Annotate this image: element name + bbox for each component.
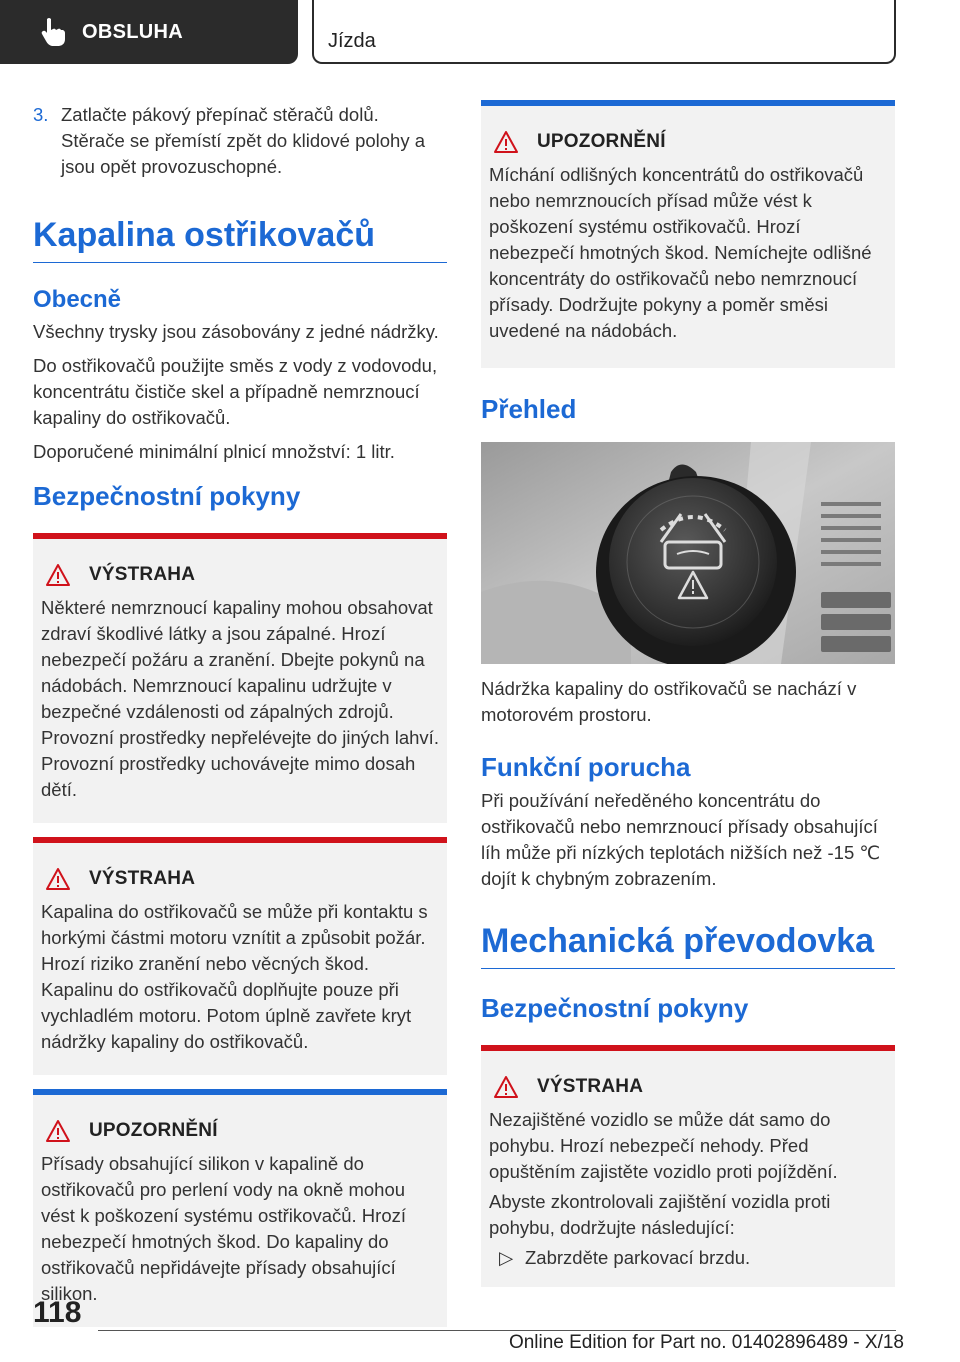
section-tab [0, 0, 298, 64]
general-paragraph-3: Doporučené minimální plnicí množství: 1 litr. [33, 441, 395, 462]
bullet-item [489, 1245, 887, 1271]
notice-text: Míchání odlišných koncentrátů do ostřikovačů nebo nemrznoucích přísad může vést k poškození systému ostřikovačů. Hrozí nebezpečí hmotných škod. Nemíchejte odlišné koncentráty do ostřikovačů nebo nemrznoucí přísady. Dodržujte pokyny a poměr směsi uvedené na nádobách. [489, 164, 872, 341]
bullet-text: Zabrzděte parkovací brzdu. [525, 1247, 751, 1268]
section-label: OBSLUHA [82, 20, 183, 43]
heading-overview: Přehled [481, 394, 577, 424]
step-3 [33, 102, 447, 180]
warning-text-1: Nezajištěné vozidlo se může dát samo do pohybu. Hrozí nebezpečí nehody. Před opuštěním zajistěte vozidlo proti pojíždění. [489, 1109, 838, 1182]
left-column [33, 100, 447, 1327]
hand-pointer-icon [40, 17, 66, 47]
warning-title: VÝSTRAHA [89, 564, 196, 585]
heading-safety: Bezpečnostní pokyny [33, 481, 301, 511]
washer-reservoir-photo [481, 442, 895, 664]
notice-title: UPOZORNĚNÍ [537, 131, 666, 152]
general-paragraph-2: Do ostřikovačů použijte směs z vody z vodovodu, koncentrátu čističe skel a případně nemrznoucí kapaliny do ostřikovačů. [33, 355, 438, 428]
warning-box-2 [33, 837, 447, 1075]
step-text: Zatlačte pákový přepínač stěračů dolů. Stěrače se přemístí zpět do klidové polohy a jsou opět provozuschopné. [61, 104, 426, 177]
warning-triangle-icon [45, 867, 71, 891]
malfunction-text: Při používání neředěného koncentrátu do ostřikovačů nebo nemrznoucí přísady obsahující líh může při nízkých teplotách nižších než -15 ℃ dojít k chybným zobrazením. [481, 790, 881, 889]
notice-text: Přísady obsahující silikon v kapalině do ostřikovačů pro perlení vody na okně mohou vést k poškození systému ostřikovačů. Hrozí nebezpečí hmotných škod. Do kapaliny do ostřikovačů nepřidávejte přísady obsahující silikon. [41, 1153, 406, 1304]
warning-triangle-icon [493, 1075, 519, 1099]
page-number: 118 [33, 1296, 82, 1329]
reservoir-cap-illustration [481, 442, 895, 664]
warning-text: Kapalina do ostřikovačů se může při kontaktu s horkými částmi motoru vznítit a způsobit požár. Hrozí riziko zranění nebo věcných škod. Kapalinu do ostřikovačů doplňujte pouze při vychladlém motoru. Potom úplně zavřete kryt nádržky kapaliny do ostřikovačů. [41, 901, 428, 1052]
chapter-title: Jízda [312, 0, 896, 64]
warning-triangle-icon [45, 563, 71, 587]
warning-title: VÝSTRAHA [537, 1076, 644, 1097]
photo-caption: Nádržka kapaliny do ostřikovačů se nachází v motorovém prostoru. [481, 678, 857, 725]
heading-malfunction: Funkční porucha [481, 752, 691, 782]
right-column [481, 100, 895, 1287]
warning-triangle-icon [493, 130, 519, 154]
heading-general: Obecně [33, 286, 122, 313]
warning-box-1 [33, 533, 447, 823]
general-paragraph-1: Všechny trysky jsou zásobovány z jedné nádržky. [33, 321, 439, 342]
bullet-triangle-icon: ▷ [499, 1247, 514, 1268]
edition-text: Online Edition for Part no. 01402896489 - X/18 [508, 1332, 904, 1353]
warning-text: Některé nemrznoucí kapaliny mohou obsahovat zdraví škodlivé látky a jsou zápalné. Hrozí nebezpečí požáru a zranění. Dbejte pokynů na nádobách. Nemrznoucí kapalinu udržujte v bezpečné vzdálenosti od zápalných zdrojů. Provozní prostředky nepřelévejte do jiných lahví. Provozní prostředky uchovávejte mimo dosah dětí. [41, 597, 439, 800]
heading-safety-2: Bezpečnostní pokyny [481, 993, 749, 1023]
notice-title: UPOZORNĚNÍ [89, 1120, 218, 1141]
warning-text-2: Abyste zkontrolovali zajištění vozidla proti pohybu, dodržujte následující: [489, 1191, 831, 1238]
warning-triangle-icon [45, 1119, 71, 1143]
footer-divider [98, 1330, 896, 1331]
notice-box-2 [481, 100, 895, 368]
notice-box-1 [33, 1089, 447, 1327]
heading-manual-transmission: Mechanická převodovka [481, 920, 895, 969]
warning-box-3 [481, 1045, 895, 1287]
heading-washer-fluid: Kapalina ostřikovačů [33, 214, 447, 263]
step-number: 3. [33, 104, 49, 125]
warning-title: VÝSTRAHA [89, 868, 196, 889]
